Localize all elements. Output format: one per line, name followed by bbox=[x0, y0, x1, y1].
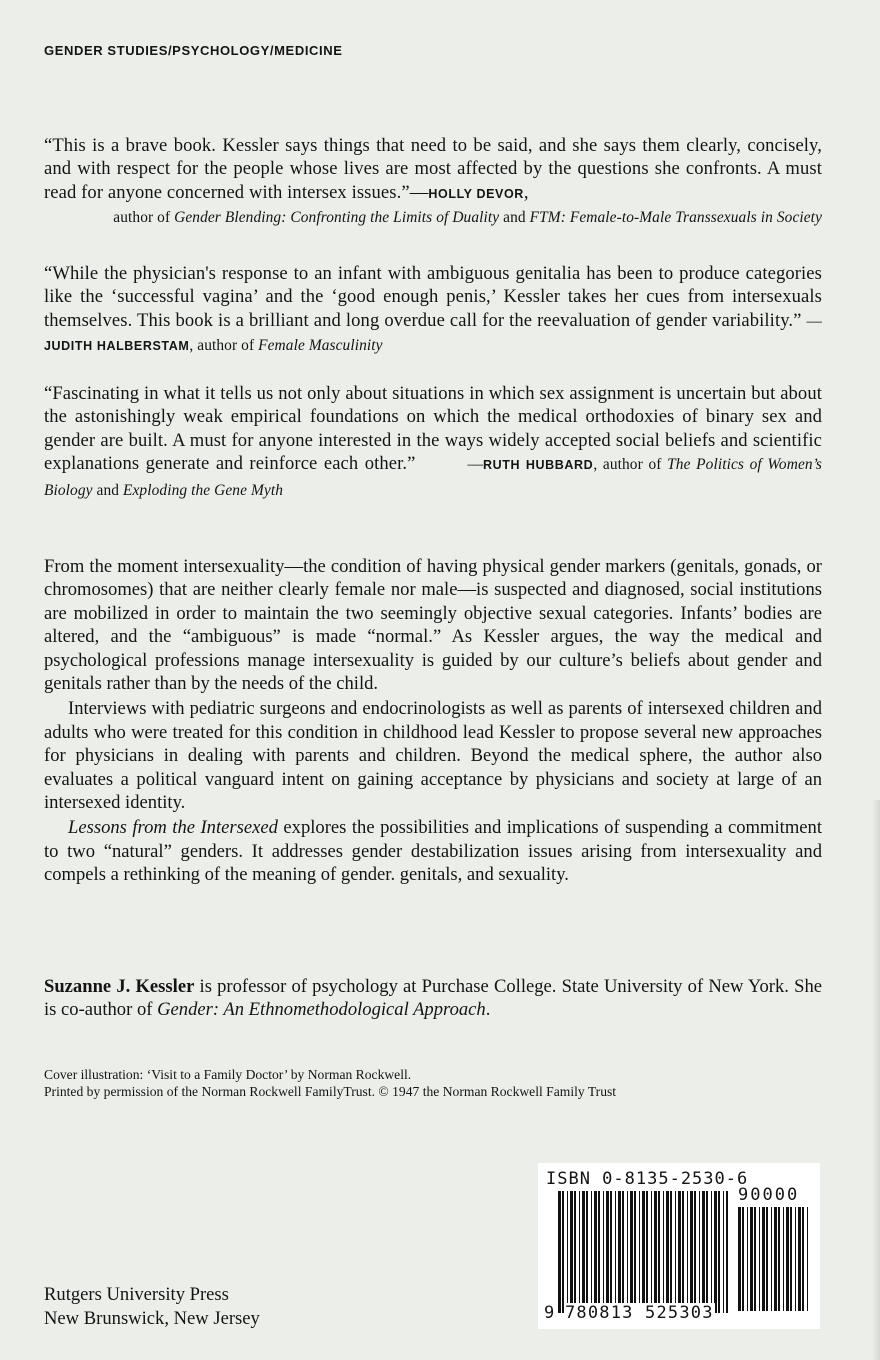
price-addon: 90000 bbox=[738, 1185, 800, 1205]
blurb-author: RUTH HUBBARD bbox=[483, 458, 594, 473]
blurb-text: “While the physician's response to an infant with ambiguous genitalia has been to produce categories like the ‘successful vagina’ and the ‘good enough penis,’ Kessler takes her cues from intersexuals themselves. This book is a brilliant and long overdue call for the reevaluation of gender variability.” bbox=[44, 263, 822, 331]
barcode-bar bbox=[766, 1207, 768, 1311]
blurb-author: HOLLY DEVOR bbox=[428, 186, 524, 201]
barcode-bar bbox=[738, 1207, 741, 1311]
credit-line: Printed by permission of the Norman Rockwell FamilyTrust. © 1947 the Norman Rockwell Family Trust bbox=[44, 1084, 617, 1099]
barcode-lead-digit: 9 bbox=[544, 1303, 556, 1323]
barcode-digits: 780813 525303 bbox=[565, 1303, 714, 1323]
description-paragraph: From the moment intersexuality—the condition of having physical gender markers (genitals, gonads, or chromosomes) that are neither clearly female nor male—is suspected and diagnosed, social institutions are mobilized in order to maintain the two seemingly objective sexual categories. Infants’ bodies are altered, and the “ambiguous” is made “normal.” As Kessler argues, the way the medical and psychological professions manage intersexuality is guided by our culture’s beliefs about gender and genitals rather than by the needs of the child. bbox=[44, 556, 822, 695]
description-paragraph: Interviews with pediatric surgeons and endocrinologists as well as parents of intersexed children and adults who were treated for this condition in childhood lead Kessler to propose several new approaches for physicians in dealing with parents and children. Beyond the medical sphere, the author also evaluates a political vanguard intent on gaining acceptance by physicians and society at large of an intersexed identity. bbox=[44, 698, 822, 814]
barcode-bar bbox=[591, 1191, 592, 1313]
barcode-bar bbox=[762, 1207, 765, 1311]
barcode-bar bbox=[790, 1207, 792, 1311]
page-edge-shadow bbox=[872, 800, 880, 1360]
publisher-location: New Brunswick, New Jersey bbox=[44, 1308, 260, 1329]
book-title: Female Masculinity bbox=[258, 337, 383, 355]
barcode-bar bbox=[670, 1191, 672, 1313]
book-title: Gender Blending: Confronting the Limits of Duality bbox=[174, 209, 500, 227]
barcode-bar bbox=[622, 1191, 624, 1313]
barcode-bar bbox=[690, 1191, 693, 1313]
publisher-name: Rutgers University Press bbox=[44, 1284, 229, 1305]
barcode-bar bbox=[567, 1191, 568, 1313]
barcode-bar bbox=[714, 1191, 717, 1313]
barcode-bar bbox=[711, 1191, 712, 1313]
barcode-bar bbox=[562, 1191, 564, 1313]
barcode-bar bbox=[807, 1207, 808, 1311]
barcode-bar bbox=[687, 1191, 688, 1313]
barcode-bar bbox=[798, 1207, 801, 1311]
barcode-bar bbox=[558, 1191, 561, 1313]
barcode-bar bbox=[606, 1191, 609, 1313]
barcode-bar bbox=[747, 1207, 748, 1311]
barcode-bar bbox=[658, 1191, 660, 1313]
barcode-bar bbox=[594, 1191, 597, 1313]
barcode-bar bbox=[634, 1191, 636, 1313]
barcode-bar bbox=[726, 1191, 728, 1313]
barcode-bar bbox=[642, 1191, 645, 1313]
blurb-text: “Fascinating in what it tells us not only about situations in which sex assignment is uncertain but about the astonishingly weak empirical foundations on which the medical orthodoxies of binary sex and gender are built. A must for anyone interested in the ways widely accepted social beliefs and scientific explanations generate and reinforce each other.” bbox=[44, 383, 822, 475]
barcode-bar bbox=[750, 1207, 753, 1311]
credit-line: Cover illustration: ‘Visit to a Family Doctor’ by Norman Rockwell. bbox=[44, 1067, 412, 1082]
barcode-bar bbox=[675, 1191, 676, 1313]
barcode-bar bbox=[603, 1191, 604, 1313]
barcode-bar bbox=[654, 1191, 657, 1313]
barcode-bar bbox=[706, 1191, 708, 1313]
barcode-bar bbox=[754, 1207, 756, 1311]
blurb-text: “This is a brave book. Kessler says things that need to be said, and she says them clearly, concisely, and with respect for the people whose lives are most affected by the questions she confronts. A must read for anyone concerned with intersex issues.”— bbox=[44, 135, 822, 203]
barcode-bar bbox=[598, 1191, 600, 1313]
blurb-attribution: —JUDITH HALBERSTAM, author of Female Masculinity bbox=[44, 312, 822, 355]
barcode-bar bbox=[570, 1191, 573, 1313]
barcode-bar bbox=[783, 1207, 784, 1311]
book-title: FTM: Female-to-Male Transsexuals in Society bbox=[529, 209, 822, 227]
barcode-bar bbox=[742, 1207, 744, 1311]
description-paragraph: Lessons from the Intersexed explores the possibilities and implications of suspending a commitment to two “natural” genders. It addresses gender destabilization issues arising from intersexuality and compels a rethinking of the meaning of gender. genitals, and sexuality. bbox=[44, 817, 822, 886]
author-name: Suzanne J. Kessler bbox=[44, 976, 195, 997]
blurb-judith-halberstam bbox=[44, 262, 822, 359]
book-title: The Politics of Women’s Biology bbox=[44, 456, 822, 499]
blurb-attribution: —RUTH HUBBARD, author of The Politics of Women’s Biology and Exploding the Gene Myth bbox=[44, 456, 822, 499]
barcode-bar bbox=[786, 1207, 789, 1311]
book-title: Lessons from the Intersexed bbox=[68, 817, 278, 839]
barcode-bar bbox=[778, 1207, 780, 1311]
isbn-barcode bbox=[538, 1163, 820, 1329]
barcode-bar bbox=[630, 1191, 633, 1313]
barcode-bar bbox=[759, 1207, 760, 1311]
barcode-bar bbox=[678, 1191, 681, 1313]
author-bio: Suzanne J. Kessler is professor of psychology at Purchase College. State University of New York. She is co-author of Gender: An Ethnomethodological Approach. bbox=[44, 976, 822, 1021]
barcode-bar bbox=[610, 1191, 612, 1313]
barcode-bar bbox=[702, 1191, 705, 1313]
barcode-bar bbox=[723, 1191, 724, 1313]
blurb-author: JUDITH HALBERSTAM bbox=[44, 339, 190, 354]
barcode-bar bbox=[586, 1191, 588, 1313]
book-description bbox=[44, 555, 822, 887]
book-title: Gender: An Ethnomethodological Approach bbox=[157, 999, 486, 1021]
barcode-bar bbox=[694, 1191, 696, 1313]
category-label: GENDER STUDIES/PSYCHOLOGY/MEDICINE bbox=[44, 43, 343, 58]
barcode-bar bbox=[795, 1207, 796, 1311]
barcode-bar bbox=[699, 1191, 700, 1313]
barcode-bar bbox=[663, 1191, 664, 1313]
barcode-bar bbox=[615, 1191, 616, 1313]
blurb-ruth-hubbard bbox=[44, 382, 822, 502]
isbn-number: ISBN 0-8135-2530-6 bbox=[546, 1169, 749, 1189]
barcode-bar bbox=[651, 1191, 652, 1313]
cover-credits bbox=[44, 1066, 824, 1100]
publisher bbox=[44, 1283, 260, 1331]
barcode-bar bbox=[718, 1191, 720, 1313]
barcode-bar bbox=[666, 1191, 669, 1313]
barcode-bar bbox=[579, 1191, 580, 1313]
barcode-bar bbox=[627, 1191, 628, 1313]
barcode-bar bbox=[771, 1207, 772, 1311]
barcode-bar bbox=[774, 1207, 777, 1311]
barcode-bar bbox=[802, 1207, 804, 1311]
barcode-bar bbox=[646, 1191, 648, 1313]
blurb-holly-devor: “This is a brave book. Kessler says things that need to be said, and she says them clearly, concisely, and with respect for the people whose lives are most affected by the questions she confronts. A must read for anyone concerned with intersex issues.”—HOLLY DEVOR, author of Gender Blending: Confronting the Limits of Duality and FTM: Female-to-Male Transsexuals in Society bbox=[44, 134, 822, 230]
barcode-bar bbox=[639, 1191, 640, 1313]
barcode-bar bbox=[682, 1191, 684, 1313]
book-title: Exploding the Gene Myth bbox=[123, 481, 284, 499]
barcode-bar bbox=[574, 1191, 576, 1313]
barcode-bar bbox=[582, 1191, 585, 1313]
blurb-attribution: author of Gender Blending: Confronting the Limits of Duality and FTM: Female-to-Male Transsexuals in Society bbox=[113, 209, 822, 227]
barcode-bar bbox=[618, 1191, 621, 1313]
